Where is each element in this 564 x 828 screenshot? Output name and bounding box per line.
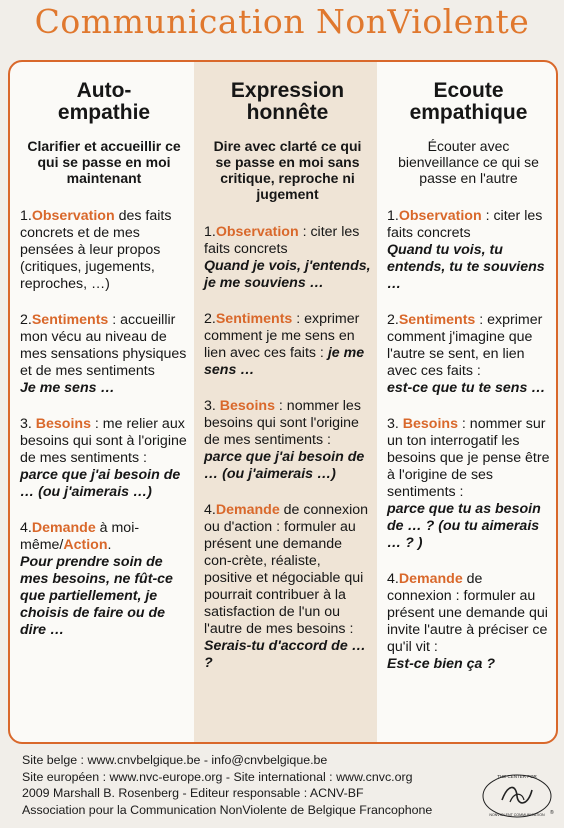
column-heading: Ecoute empathique — [409, 79, 528, 124]
page-title: Communication NonViolente — [34, 2, 530, 41]
step-text: à moi-même/ — [20, 520, 140, 553]
step-besoins — [20, 416, 188, 501]
step-keyword: Besoins — [35, 416, 91, 432]
step-example: parce que j'ai besoin de … (ou j'aimerais …) — [204, 449, 365, 482]
step-example: parce que tu as besoin de … ? (ou tu aimerais … ? ) — [387, 501, 541, 551]
step-number: 3. — [387, 416, 403, 432]
step-keyword: Demande — [31, 520, 96, 536]
step-keyword: Besoins — [402, 416, 458, 432]
step-keyword: Demande — [398, 571, 463, 587]
step-keyword: Besoins — [219, 398, 275, 414]
footer-line-european-site: Site européen : www.nvc-europe.org - Site international : www.cnvc.org — [22, 769, 413, 784]
step-text: : exprimer comment j'imagine que l'autre se sent, en lien avec ces faits : — [387, 312, 543, 379]
step-keyword: Observation — [31, 208, 115, 224]
step-text: : me relier aux besoins qui sont à l'origine de mes sentiments : — [20, 416, 187, 466]
column-expression-honnete — [194, 62, 377, 742]
column-heading: Expression honnête — [230, 79, 345, 124]
footer-line-copyright: 2009 Marshall B. Rosenberg - Editeur responsable : ACNV-BF — [22, 786, 364, 800]
step-keyword: Observation — [215, 224, 299, 240]
step-demande — [387, 571, 550, 673]
step-text-2: . — [107, 537, 112, 553]
footer — [22, 752, 432, 818]
column-ecoute-empathique — [377, 62, 556, 742]
step-text: : nommer sur un ton interrogatif les besoins que je pense être à l'origine de ses sentiments : — [387, 416, 550, 500]
step-text: : exprimer comment je me sens en lien avec ces faits : — [204, 311, 360, 361]
step-keyword-action: Action — [63, 537, 108, 553]
step-text: des faits concrets et de mes pensées à leur propos (critiques, jugements, reproches, …) — [20, 208, 172, 292]
step-text: : citer les faits concrets — [204, 224, 360, 257]
step-example: parce que j'ai besoin de … (ou j'aimerais …) — [20, 467, 181, 500]
step-keyword: Sentiments — [31, 312, 109, 328]
logo-top-text: THE CENTER FOR — [497, 774, 537, 779]
step-number: 4. — [387, 571, 399, 587]
column-heading: Auto- empathie — [57, 79, 151, 124]
step-demande — [20, 520, 188, 639]
step-number: 4. — [204, 502, 216, 518]
step-text: de connexion ou d'action : formuler au présent une demande con-crète, réaliste, positive et négociable qui pourrait contribuer à la satisfaction de l'un ou l'autre de mes besoins : — [204, 502, 369, 637]
column-subtitle: Écouter avec bienveillance ce qui se passe en l'autre — [398, 138, 539, 186]
step-number: 2. — [20, 312, 32, 328]
nvc-card — [8, 60, 558, 744]
footer-line-belgian-site: Site belge : www.cnvbelgique.be - info@cnvbelgique.be — [22, 753, 328, 767]
cnvc-logo-icon — [480, 770, 554, 820]
step-text: de connexion : formuler au présent une demande qui invite l'autre à préciser ce qu'il vit : — [387, 571, 548, 655]
step-number: 2. — [204, 311, 216, 327]
step-number: 4. — [20, 520, 32, 536]
column-subtitle: Dire avec clarté ce qui se passe en moi sans critique, reproche ni jugement — [213, 138, 362, 202]
step-besoins — [387, 416, 550, 552]
step-sentiments — [204, 311, 371, 379]
column-subtitle: Clarifier et accueillir ce qui se passe en moi maintenant — [27, 138, 181, 186]
step-example: Je me sens … — [20, 380, 115, 396]
step-keyword: Demande — [215, 502, 280, 518]
step-sentiments — [387, 312, 550, 397]
step-example: Quand tu vois, tu entends, tu te souviens … — [387, 242, 545, 292]
step-example: Serais-tu d'accord de … ? — [204, 638, 366, 671]
step-example: Quand je vois, j'entends, je me souviens … — [204, 258, 371, 291]
footer-line-association: Association pour la Communication NonViolente de Belgique Francophone — [22, 802, 433, 817]
step-demande — [204, 502, 371, 672]
step-text: : citer les faits concrets — [387, 208, 543, 241]
logo-registered-mark: ® — [550, 810, 554, 816]
step-example: Est-ce bien ça ? — [387, 656, 496, 672]
column-auto-empathie — [10, 62, 194, 742]
step-observation — [387, 208, 550, 293]
step-number: 1. — [204, 224, 216, 240]
step-example: est-ce que tu te sens … — [387, 380, 546, 396]
step-example: je me sens … — [204, 345, 365, 378]
step-observation — [20, 208, 188, 293]
step-keyword: Sentiments — [215, 311, 293, 327]
step-number: 2. — [387, 312, 399, 328]
logo-bottom-text: NONVIOLENT COMMUNICATION — [489, 813, 545, 817]
step-text: : nommer les besoins qui sont l'origine de mes sentiments : — [204, 398, 361, 448]
step-number: 3. — [20, 416, 36, 432]
step-number: 1. — [20, 208, 32, 224]
step-besoins — [204, 398, 371, 483]
step-sentiments — [20, 312, 188, 397]
step-number: 3. — [204, 398, 220, 414]
step-text: : accueillir mon vécu au niveau de mes sensations physiques et de mes sentiments — [20, 312, 187, 379]
step-observation — [204, 224, 371, 292]
step-keyword: Observation — [398, 208, 482, 224]
step-keyword: Sentiments — [398, 312, 476, 328]
step-example: Pour prendre soin de mes besoins, ne fût-ce que partiellement, je choisis de faire ou de dire … — [20, 554, 173, 638]
step-number: 1. — [387, 208, 399, 224]
